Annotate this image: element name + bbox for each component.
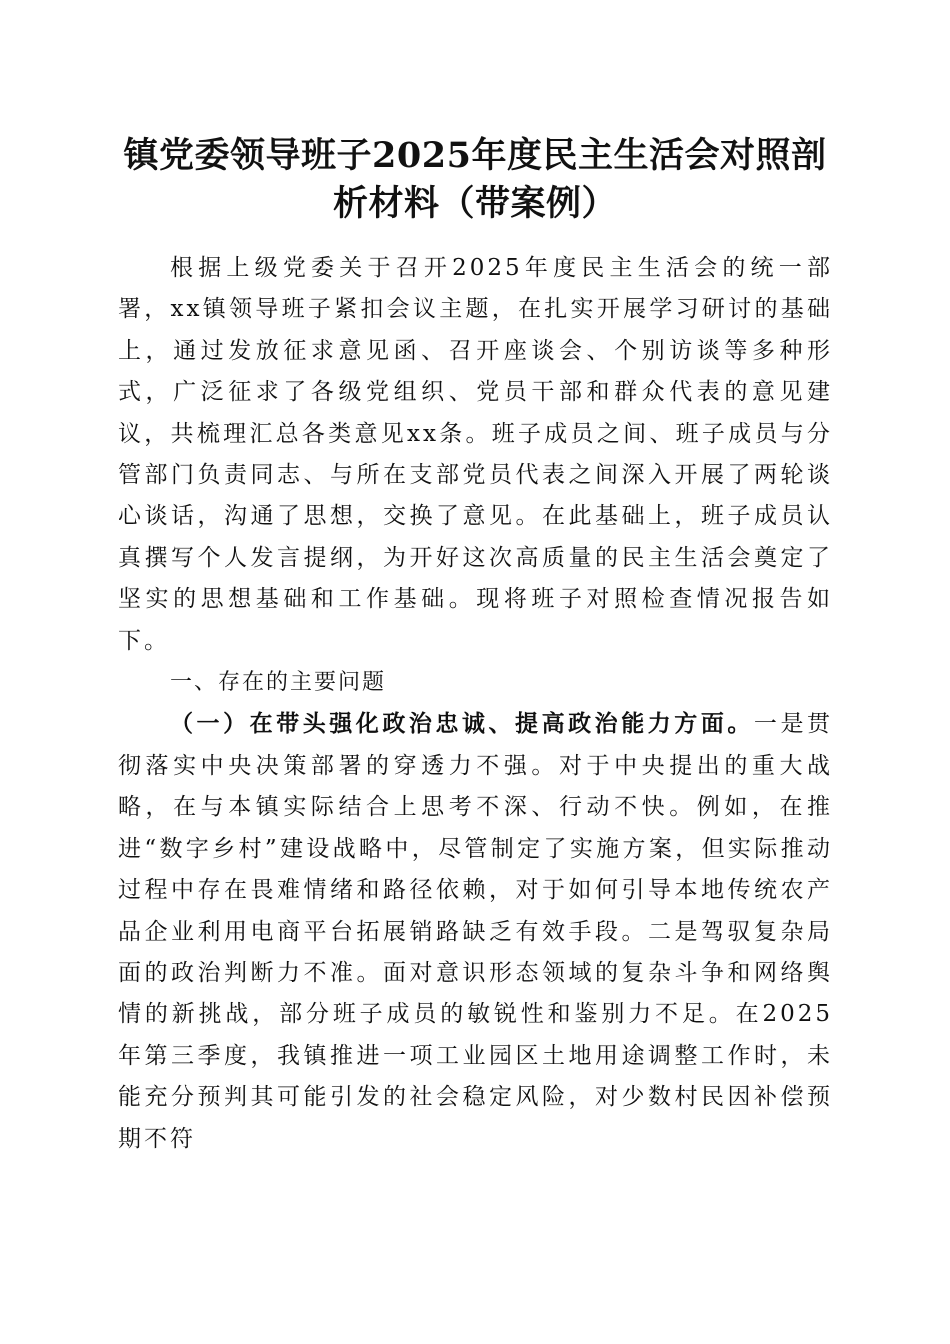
subsection-body: 一是贯彻落实中央决策部署的穿透力不强。对于中央提出的重大战略，在与本镇实际结合上思考不深、行动不快。例如，在推进“数字乡村”建设战略中，尽管制定了实施方案，但实际推动过程中存在畏难情绪和路径依赖，对于如何引导本地传统农产品企业利用电商平台拓展销路缺乏有效手段。二是驾驭复杂局面的政治判断力不准。面对意识形态领域的复杂斗争和网络舆情的新挑战，部分班子成员的敏锐性和鉴别力不足。在2025年第三季度，我镇推进一项工业园区土地用途调整工作时，未能充分预判其可能引发的社会稳定风险，对少数村民因补偿预期不符	[118, 711, 834, 1152]
section-1-paragraph	[118, 703, 833, 1159]
title-line-2: 析材料（带案例）	[332, 183, 617, 224]
section-heading-problems: 一、存在的主要问题	[170, 670, 387, 696]
title-line-1: 镇党委领导班子2025年度民主生活会对照剖	[123, 135, 827, 176]
document-title	[100, 132, 850, 228]
intro-paragraph: 根据上级党委关于召开2025年度民主生活会的统一部署，xx镇领导班子紧扣会议主题，在扎实开展学习研讨的基础上，通过发放征求意见函、召开座谈会、个别访谈等多种形式，广泛征求了各级党组织、党员干部和群众代表的意见建议，共梳理汇总各类意见xx条。班子成员之间、班子成员与分管部门负责同志、与所在支部党员代表之间深入开展了两轮谈心谈话，沟通了思想，交换了意见。在此基础上，班子成员认真撰写个人发言提纲，为开好这次高质量的民主生活会奠定了坚实的思想基础和工作基础。现将班子对照检查情况报告如下。	[118, 255, 833, 654]
document-body	[118, 248, 833, 1160]
subsection-lead: （一）在带头强化政治忠诚、提高政治能力方面。	[170, 710, 754, 738]
